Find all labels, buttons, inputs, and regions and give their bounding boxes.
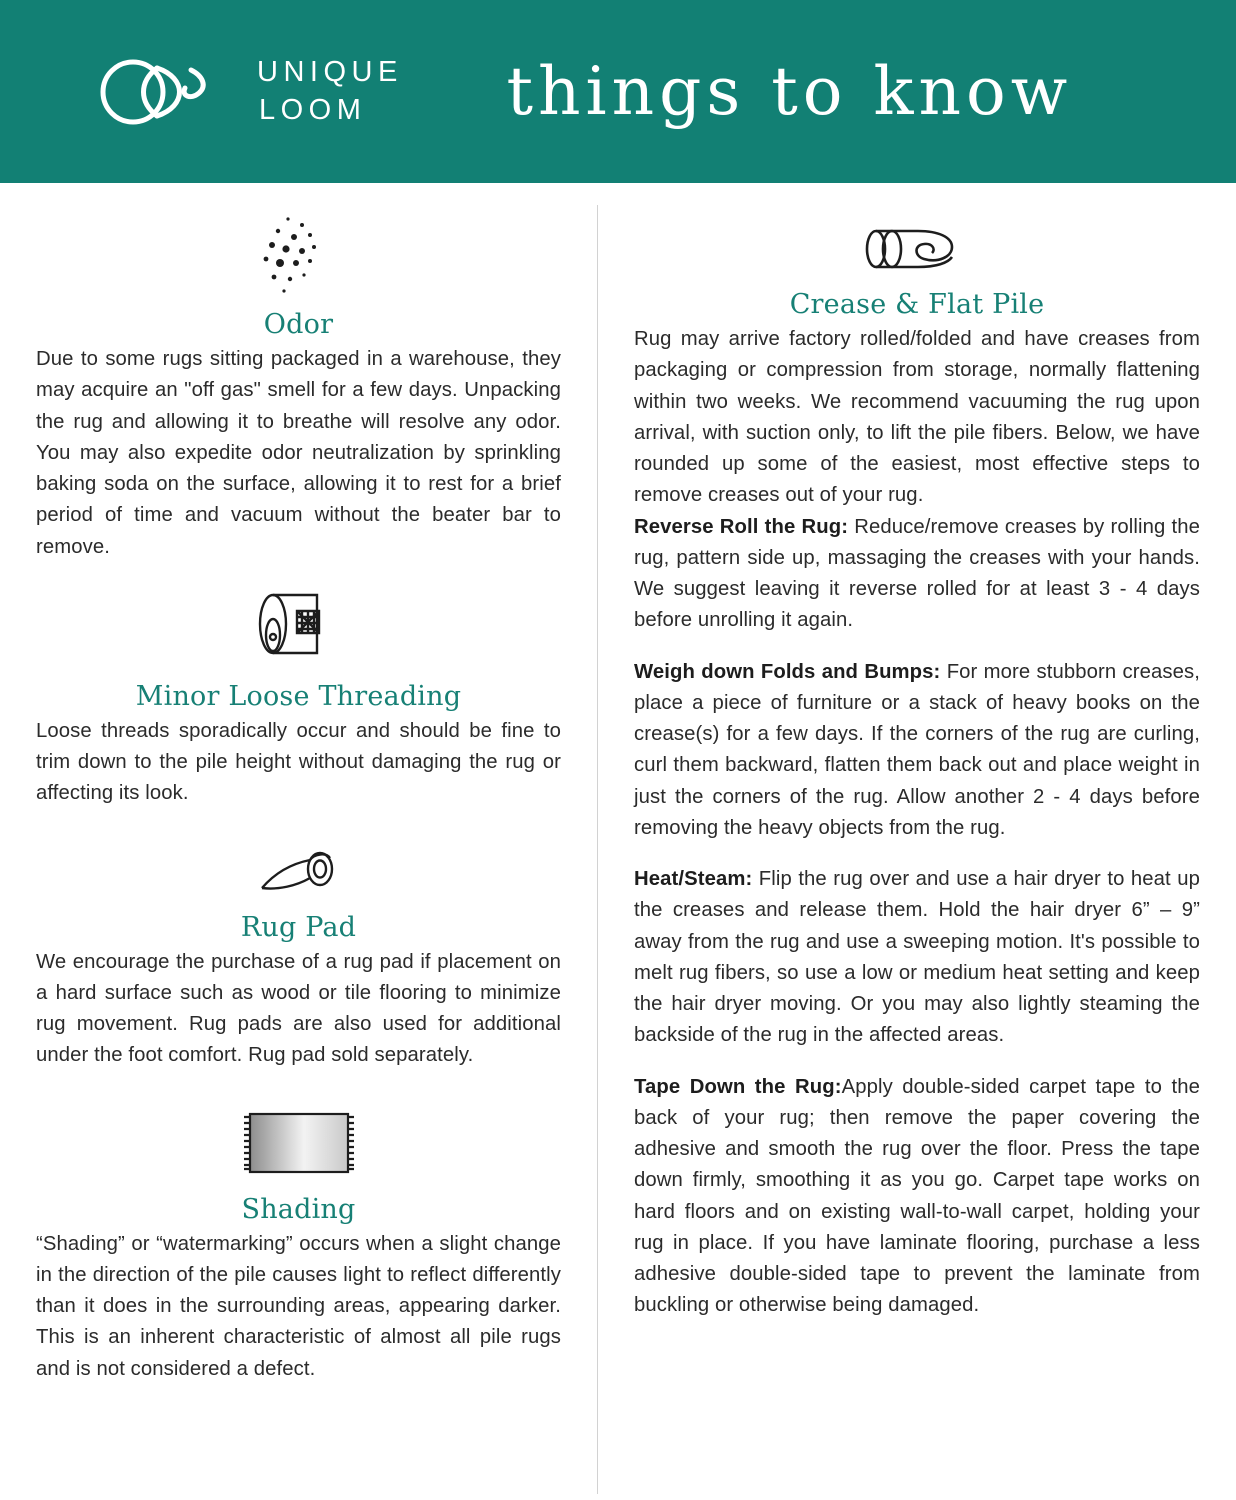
section-shading-title: Shading <box>241 1193 356 1225</box>
section-minor-loose-threading-title: Minor Loose Threading <box>135 680 462 712</box>
section-odor-body: Due to some rugs sitting packaged in a warehouse, they may acquire an "off gas" smell for a few days. Unpacking the rug and allowing it to breathe will resolve any odor. You may also expedite odor neutralization by sprinkling baking soda on the surface, allowing it to rest for a brief period of time and vacuum without the beater bar to remove. <box>36 348 561 558</box>
tip-heat-steam <box>634 864 1200 1052</box>
tip-weigh-down <box>634 657 1200 845</box>
brand-word-loom: LOOM <box>259 93 367 126</box>
section-shading <box>36 1088 561 1385</box>
tip-tape-down-body: Apply double-sided carpet tape to the back of your rug; then remove the paper covering the adhesive and smooth the rug over the floor. Press the tape down firmly, smoothing it as you go. Carpet tape works on hard floors and on existing wall-to-wall carpet, holding your rug in place. If you have laminate flooring, purchase a less adhesive double-sided tape to prevent the laminate from buckling or otherwise being damaged. <box>634 1075 1200 1317</box>
tip-reverse-roll <box>634 512 1200 637</box>
tip-heat-steam-lead: Heat/Steam: <box>634 868 753 890</box>
brand-wordmark <box>257 54 403 128</box>
section-rug-pad <box>36 824 561 1072</box>
tip-tape-down-lead: Tape Down the Rug: <box>634 1075 842 1098</box>
section-rug-pad-title: Rug Pad <box>240 911 357 943</box>
rolled-rug-crease-icon <box>634 205 1200 281</box>
section-crease-flat-pile-title: Crease & Flat Pile <box>789 289 1045 320</box>
tip-reverse-roll-lead: Reverse Roll the Rug: <box>634 515 849 538</box>
unique-loom-infinity-logo-icon <box>95 52 235 132</box>
brand-word-unique: UNIQUE <box>257 56 403 89</box>
crease-intro-text: Rug may arrive factory rolled/folded and have creases from packaging or compression from storage, normally flattening within two weeks. We recommend vacuuming the rug upon arrival, with suction only, to lift the pile fibers. Below, we have rounded up some of the easiest, most effective steps to remove creases out of your rug. <box>634 328 1200 507</box>
rug-pad-roll-icon <box>36 824 561 904</box>
right-column <box>598 183 1236 1500</box>
section-minor-loose-threading-body: Loose threads sporadically occur and should be fine to trim down to the pile height without damaging the rug or affecting its look. <box>36 719 561 805</box>
tip-weigh-down-lead: Weigh down Folds and Bumps: <box>634 660 941 683</box>
odor-particles-icon <box>36 205 561 301</box>
section-rug-pad-body: We encourage the purchase of a rug pad if placement on a hard surface such as wood or tile flooring to minimize rug movement. Rug pads are also used for additional under the foot comfort. Rug pad sold separately. <box>36 950 561 1067</box>
shaded-rug-icon <box>36 1088 561 1186</box>
section-minor-loose-threading <box>36 577 561 810</box>
section-odor <box>36 205 561 563</box>
section-crease-flat-pile <box>634 205 1200 512</box>
page-title: things to know <box>506 53 1073 130</box>
tip-tape-down <box>634 1072 1200 1322</box>
tip-reverse-roll-body: Reduce/remove creases by rolling the rug, pattern side up, massaging the creases with your hands. We suggest leaving it reverse rolled for at least 3 - 4 days before unrolling it again. <box>634 515 1200 632</box>
tip-weigh-down-body: For more stubborn creases, place a piece of furniture or a stack of heavy books on the crease(s) for a few days. If the corners of the rug are curling, curl them backward, flatten them back out and place weight in just the corners of the rug. Allow another 2 - 4 days before removing the heavy objects from the rug. <box>634 660 1200 839</box>
rolled-rug-threading-icon <box>36 577 561 673</box>
brand-lockup <box>95 52 403 132</box>
left-column <box>0 183 597 1500</box>
section-shading-body: “Shading” or “watermarking” occurs when a slight change in the direction of the pile causes light to reflect differently than it does in the surrounding areas, appearing darker. This is an inherent characteristic of almost all pile rugs and is not considered a defect. <box>36 1232 561 1380</box>
section-odor-title: Odor <box>263 309 334 340</box>
tip-heat-steam-body: Flip the rug over and use a hair dryer to heat up the creases and release them. Hold the hair dryer 6” – 9” away from the rug and use a sweeping motion. It's possible to melt rug fibers, so use a low or medium heat setting and keep the hair dryer moving. Or you may also lightly steaming the backside of the rug in the affected areas. <box>634 868 1200 1047</box>
page-content <box>0 183 1236 1500</box>
page-header <box>0 0 1236 183</box>
